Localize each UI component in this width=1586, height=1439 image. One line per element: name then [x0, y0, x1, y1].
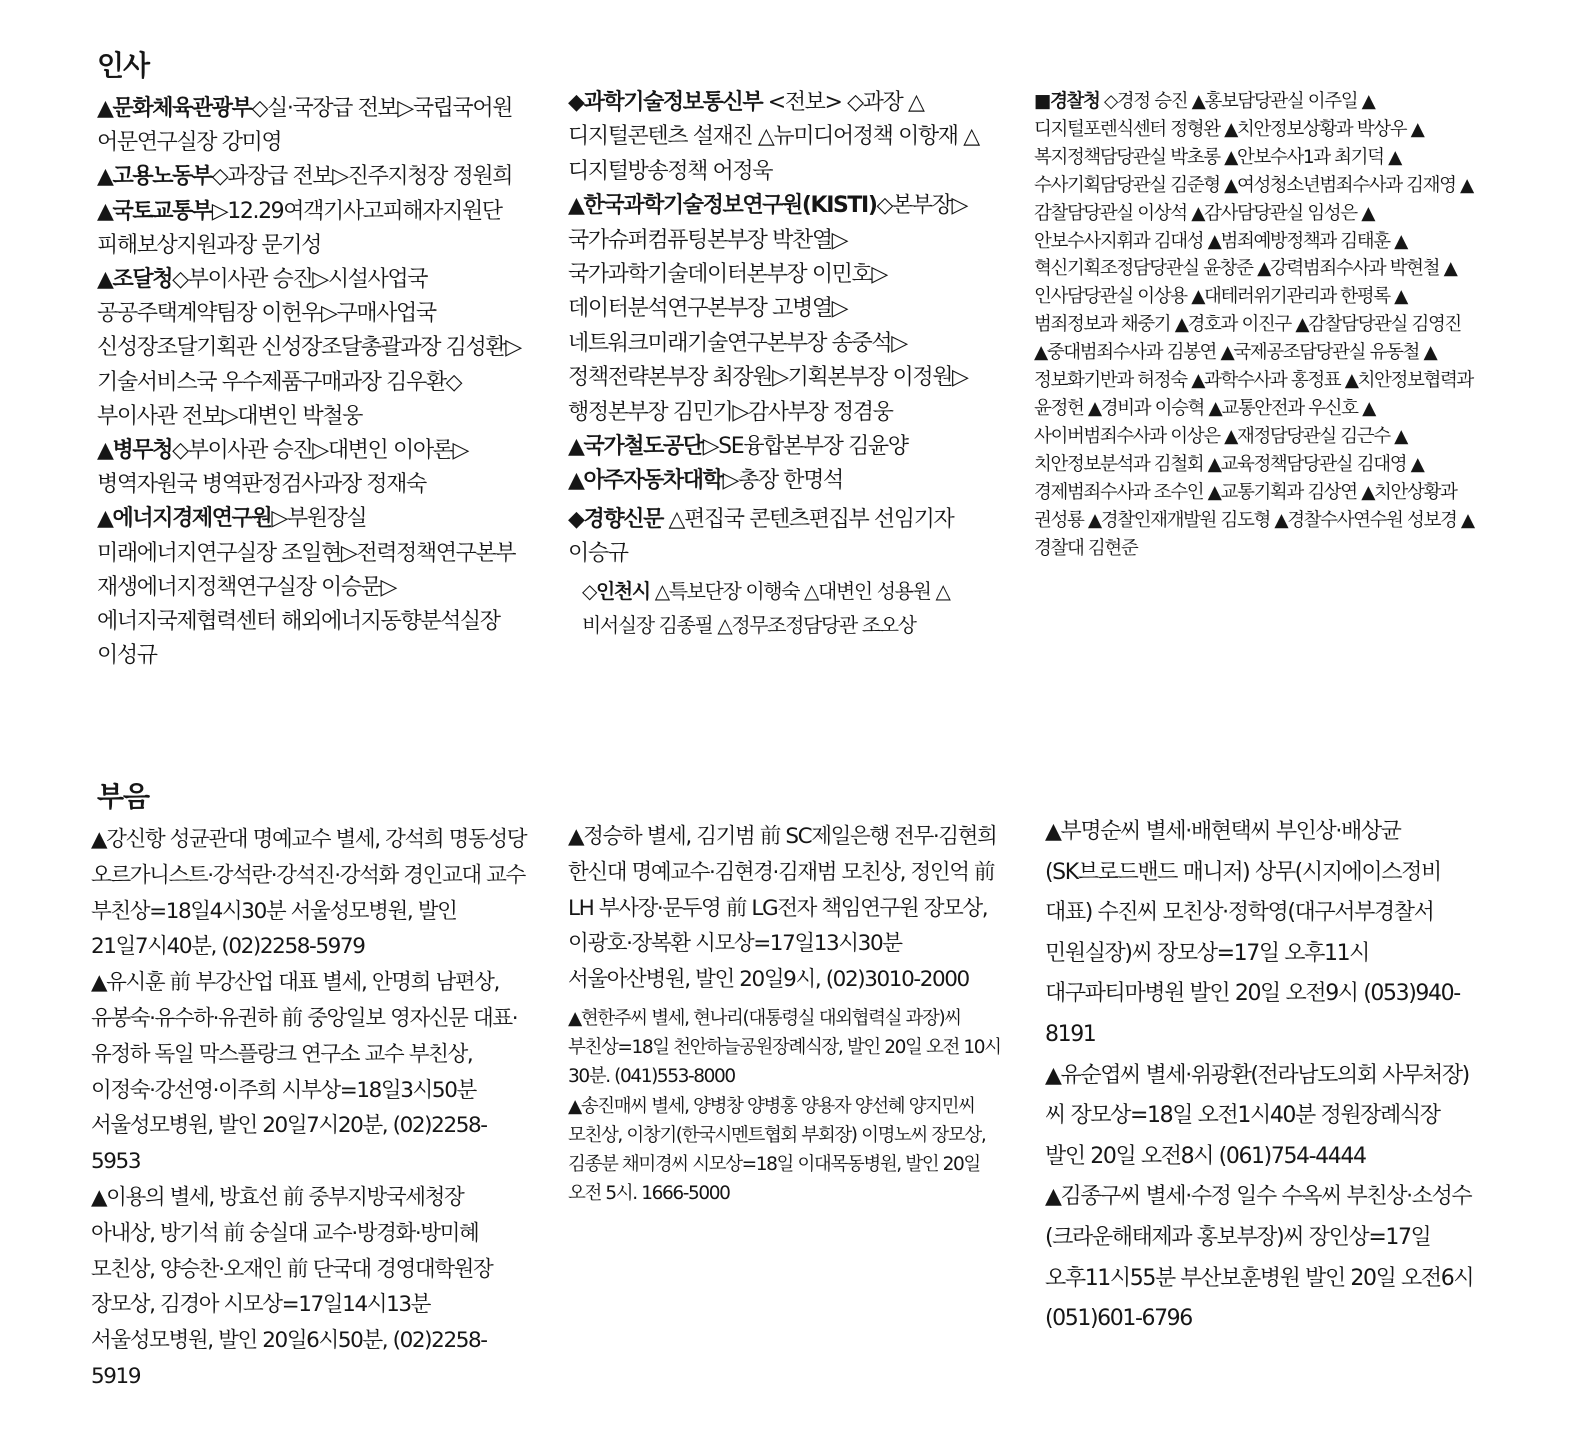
insa-entry: [568, 430, 1004, 464]
bueum-column-3: [1045, 812, 1481, 1340]
obituary-entry: ▲강신항 성균관대 명예교수 별세, 강석희 명동성당 오르가니스트·강석란·강석진·강석화 경인교대 교수 부친상=18일4시30분 서울성모병원, 발인 21일7시40분, (02)2258-5979: [91, 827, 527, 960]
insa-column-1: [97, 92, 529, 673]
agency-name: ▲한국과학기술정보연구원(KISTI): [568, 193, 877, 219]
insa-entry: [568, 86, 1004, 189]
insa-entry: [97, 195, 529, 263]
insa-entry: [568, 574, 1004, 642]
bueum-column-2: [568, 819, 1010, 1208]
entry-text: ▷부원장실 미래에너지연구실장 조일현▷전력정책연구본부 재생에너지정책연구실장 이승문▷에너지국제협력센터 해외에너지동향분석실장 이성규: [97, 506, 516, 669]
insa-entry: [568, 503, 1004, 572]
agency-name: ◇인천시: [582, 578, 650, 603]
insa-entry: [568, 464, 1004, 498]
insa-entry: [97, 92, 529, 160]
agency-name: ◆과학기술정보통신부: [568, 90, 763, 115]
insa-entry: [1034, 88, 1478, 562]
agency-name: ▲에너지경제연구원: [97, 506, 272, 532]
entry-text: ◇과장급 전보▷진주지청장 정원희: [211, 164, 513, 190]
agency-name: ▲고용노동부: [97, 164, 212, 190]
entry-text: <전보> ◇과장 △디지털콘텐츠 설재진 △뉴미디어정책 이항재 △디지털방송정책 어정욱: [568, 90, 979, 184]
bueum-column-1: [91, 822, 531, 1395]
obituary-entry: ▲이용의 별세, 방효선 前 중부지방국세청장 아내상, 방기석 前 숭실대 교수·방경화·방미혜 모친상, 양승찬·오재인 前 단국대 경영대학원장 장모상, 김경아 시모상=17일14시13분 서울성모병원, 발인 20일6시50분, (02)2258-5919: [91, 1184, 493, 1389]
entry-text: ◇경정 승진 ▲홍보담당관실 이주일 ▲디지털포렌식센터 정형완 ▲치안정보상황과 박상우 ▲복지정책담당관실 박초롱 ▲안보수사1과 최기덕 ▲수사기획담당관실 김준형 ▲여성청소년범죄수사과 김재영 ▲감찰담당관실 이상석 ▲감사담당관실 임성은 ▲안보수사지휘과 김대성 ▲범죄예방정책과 김태훈 ▲혁신기획조정담당관실 윤창준 ▲강력범죄수사과 박현철 ▲인사담당관실 이상용 ▲대테러위기관리과 한평록 ▲범죄정보과 채중기 ▲경호과 이진구 ▲감찰담당관실 김영진 ▲중대범죄수사과 김봉연 ▲국제공조담당관실 유동철 ▲정보화기반과 허정숙 ▲과학수사과 홍정표 ▲치안정보협력과 윤정헌 ▲경비과 이승혁 ▲교통안전과 우신호 ▲사이버범죄수사과 이상은 ▲재정담당관실 김근수 ▲치안정보분석과 김철회 ▲교육정책담당관실 김대영 ▲경제범죄수사과 조수인 ▲교통기획과 김상연 ▲치안상황과 권성룡 ▲경찰인재개발원 김도형 ▲경찰수사연수원 성보경 ▲경찰대 김현준: [1034, 91, 1474, 559]
section-title-bueum: 부음: [97, 780, 150, 813]
agency-name: ▲국가철도공단: [568, 434, 703, 460]
agency-name: ▲아주자동차대학: [568, 468, 723, 494]
section-title-insa: 인사: [97, 49, 150, 82]
agency-name: ▲국토교통부: [97, 198, 212, 224]
obituary-entry: ▲정승하 별세, 김기범 前 SC제일은행 전무·김현희 한신대 명예교수·김현경·김재범 모친상, 정인억 前 LH 부사장·문두영 前 LG전자 책임연구원 장모상, 이광호·장복환 시모상=17일13시30분 서울아산병원, 발인 20일9시, (02)3010-2000: [568, 824, 997, 993]
agency-name: ▲병무청: [97, 438, 173, 464]
insa-column-2: [568, 86, 1004, 642]
entry-text: ▷12.29여객기사고피해자지원단 피해보상지원과장 문기성: [97, 198, 502, 258]
obituary-entry: ▲김종구씨 별세·수정 일수 수옥씨 부친상·소성수(크라운해태제과 홍보부장)씨 장인상=17일 오후11시55분 부산보훈병원 발인 20일 오전6시 (051)601-6796: [1045, 1184, 1474, 1332]
agency-name: ▲문화체육관광부: [97, 96, 252, 121]
agency-name: ◆경향신문: [568, 506, 663, 532]
obituary-entry: ▲송진매씨 별세, 양병창 양병홍 양용자 양선혜 양지민씨 모친상, 이창기(한국시멘트협회 부회장) 이명노씨 장모상, 김종분 채미경씨 시모상=18일 이대목동병원, 발인 20일 오전 5시. 1666-5000: [568, 1095, 986, 1205]
insa-entry: [97, 502, 529, 673]
entry-text: ▷SE융합본부장 김윤양: [702, 434, 908, 460]
insa-entry: [97, 434, 529, 502]
entry-text: ◇부이사관 승진▷시설사업국 공공주택계약팀장 이헌우▷구매사업국 신성장조달기획관 신성장조달총괄과장 김성환▷기술서비스국 우수제품구매과장 김우환◇부이사관 전보▷대변인 박철웅: [97, 267, 521, 429]
entry-text: ◇본부장▷국가슈퍼컴퓨팅본부장 박찬열▷국가과학기술데이터본부장 이민호▷데이터분석연구본부장 고병열▷네트워크미래기술연구본부장 송중석▷정책전략본부장 최장원▷기획본부장 이정원▷행정본부장 김민기▷감사부장 정겸웅: [568, 193, 968, 425]
insa-entry: [97, 263, 529, 434]
insa-entry: [568, 189, 1004, 430]
insa-column-3: [1034, 88, 1478, 562]
insa-entry: [97, 160, 529, 194]
obituary-entry: ▲현한주씨 별세, 현나리(대통령실 대외협력실 과장)씨 부친상=18일 천안하늘공원장례식장, 발인 20일 오전 10시 30분. (041)553-8000: [568, 1007, 1001, 1088]
entry-text: ▷총장 한명석: [722, 468, 843, 494]
entry-text: △특보단장 이행숙 △대변인 성용원 △비서실장 김종필 △정무조정담당관 조오상: [582, 578, 950, 637]
obituary-entry: ▲유순엽씨 별세·위광환(전라남도의회 사무처장)씨 장모상=18일 오전1시40분 정원장례식장 발인 20일 오전8시 (061)754-4444: [1045, 1062, 1469, 1169]
entry-text: ◇실·국장급 전보▷국립국어원 어문연구실장 강미영: [97, 96, 513, 156]
obituary-entry: ▲부명순씨 별세·배현택씨 부인상·배상균(SK브로드밴드 매니저) 상무(시지에이스정비 대표) 수진씨 모친상·정학영(대구서부경찰서 민원실장)씨 장모상=17일 오후11시 대구파티마병원 발인 20일 오전9시 (053)940-8191: [1045, 819, 1460, 1047]
entry-text: ◇부이사관 승진▷대변인 이아론▷병역자원국 병역판정검사과장 정재숙: [97, 438, 469, 498]
agency-name: ■경찰청: [1034, 91, 1100, 112]
entry-text: △편집국 콘텐츠편집부 선임기자 이승규: [568, 506, 954, 567]
obituary-entry: ▲유시훈 前 부강산업 대표 별세, 안명희 남편상, 유봉숙·유수하·유권하 前 중앙일보 영자신문 대표·유정하 독일 막스플랑크 연구소 교수 부친상, 이정숙·강선영·이주희 시부상=18일3시50분 서울성모병원, 발인 20일7시20분, (02)2258-5953: [91, 970, 518, 1175]
agency-name: ▲조달청: [97, 267, 173, 293]
